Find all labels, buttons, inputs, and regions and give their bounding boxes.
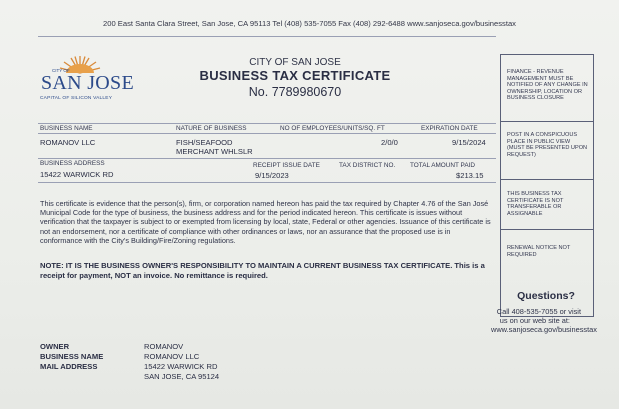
city-title: CITY OF SAN JOSE [249,57,341,68]
owner-label: OWNER [40,342,70,351]
notice-renewal: RENEWAL NOTICE NOT REQUIRED [507,245,571,258]
notice-ownership-change: FINANCE - REVENUE MANAGEMENT MUST BE NOTIFIED OF ANY CHANGE IN OWNERSHIP, LOCATION OR BUSINESS CLOSURE [507,69,588,102]
notice-divider-3 [501,229,593,230]
san-jose-logo [40,55,134,105]
notice-sidebar [500,54,594,317]
nature-label: NATURE OF BUSINESS [176,125,247,132]
notice-post-conspicuous: POST IN A CONSPICUOUS PLACE IN PUBLIC VIEW (MUST BE PRESENTED UPON REQUEST) [507,132,588,158]
fields-bottom-divider [38,182,496,183]
owner-business-name-label: BUSINESS NAME [40,352,104,361]
owner-business-name-value: ROMANOV LLC [144,352,200,361]
questions-call: Call 408-535-7055 or visit [496,307,581,316]
receipt-label: RECEIPT ISSUE DATE [253,162,320,169]
total-label: TOTAL AMOUNT PAID [410,162,475,169]
employees-value: 2/0/0 [381,138,398,147]
logo-city-of: CITY OF [52,68,70,73]
address-label: BUSINESS ADDRESS [40,160,105,167]
notice-divider-1 [501,121,593,122]
nature-value-line2: MERCHANT WHLSLR [176,147,253,156]
header-address: 200 East Santa Clara Street, San Jose, CA 95113 Tel (408) 535-7055 Fax (408) 292-6488 www.sanjoseca.gov/businesstax [103,19,516,28]
header-divider [38,36,496,37]
business-name-label: BUSINESS NAME [40,125,93,132]
fields-label-divider [38,133,496,134]
questions-visit: us on our web site at: [499,316,570,325]
logo-san-jose: SAN JOSE [41,72,134,94]
expiration-value: 9/15/2024 [452,138,486,147]
notice-not-transferable: THIS BUSINESS TAX CERTIFICATE IS NOT TRANSFERABLE OR ASSIGNABLE [507,191,564,217]
business-name-value: ROMANOV LLC [40,138,96,147]
fields-mid-divider [38,158,496,159]
questions-title: Questions? [517,290,575,302]
nature-value-line1: FISH/SEAFOOD [176,138,233,147]
responsibility-note: NOTE: IT IS THE BUSINESS OWNER'S RESPONSIBILITY TO MAINTAIN A CURRENT BUSINESS TAX CERTIFICATE. This is a receipt for payment, NOT an invoice. No remittance is required. [40,261,485,280]
district-label: TAX DISTRICT NO. [339,162,396,169]
mail-address-line2: SAN JOSE, CA 95124 [144,372,220,381]
employees-label: NO OF EMPLOYEES/UNITS/SQ. FT [280,125,385,132]
mail-address-label: MAIL ADDRESS [40,362,98,371]
expiration-label: EXPIRATION DATE [421,125,478,132]
notice-divider-2 [501,179,593,180]
certificate-number: No. 7789980670 [248,85,342,99]
certificate-body-text: This certificate is evidence that the person(s), firm, or corporation named hereon has paid the tax required by Chapter 4.76 of the San José Municipal Code for the type of business, the business address and for the period indicated hereon. This certificate is issues without verification that the taxpayer is subject to or exempted from licensing by local, state, Federal or other agencies. Issuance of this certificate is not an endorsement, nor a certificate of compliance with other ordinances or laws, nor an assurance that the proposed use is in conformance with the City's Building/Fire/Zoning regulations. [40,199,491,245]
total-value: $213.15 [456,171,484,180]
questions-website-link[interactable]: www.sanjoseca.gov/businesstax [491,325,597,334]
owner-value: ROMANOV [144,342,184,351]
mail-address-line1: 15422 WARWICK RD [144,362,218,371]
logo-tagline: CAPITAL OF SILICON VALLEY [40,96,113,101]
fields-top-divider [38,123,496,124]
receipt-value: 9/15/2023 [255,171,289,180]
certificate-title: BUSINESS TAX CERTIFICATE [199,68,391,83]
address-value: 15422 WARWICK RD [40,170,114,179]
